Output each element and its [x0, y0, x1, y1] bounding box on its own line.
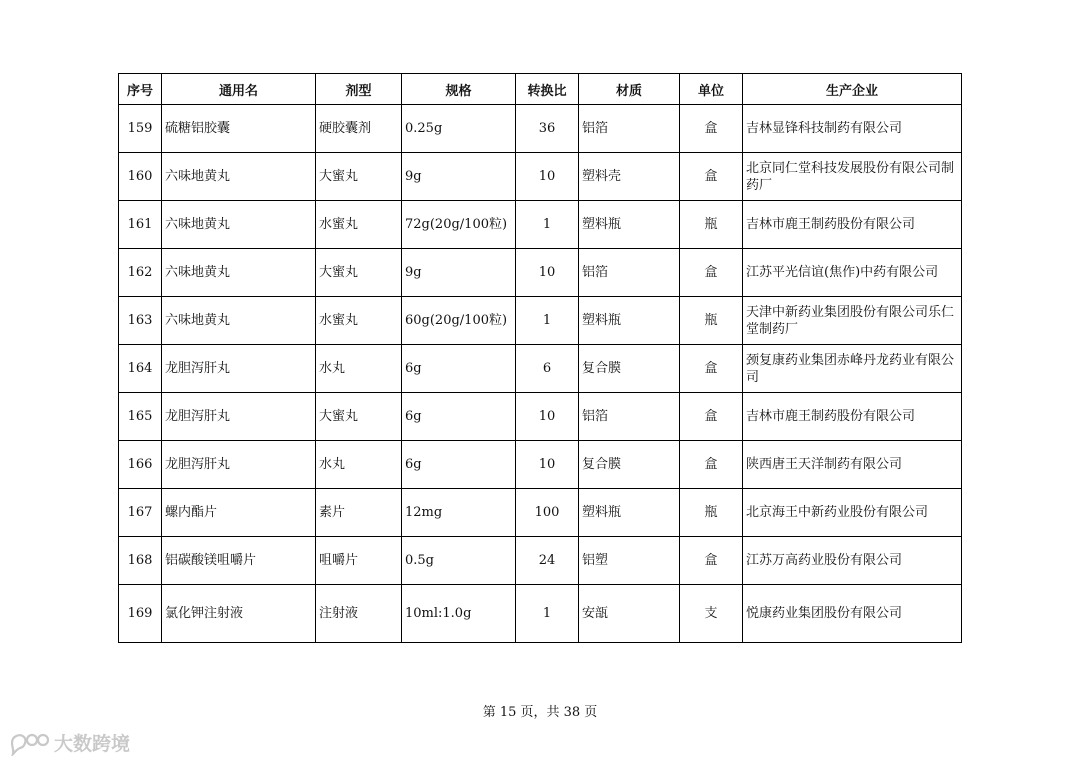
row-index-cell: 169: [119, 585, 162, 643]
header-material: 材质: [579, 74, 680, 105]
table-row: [119, 105, 962, 153]
generic-name-cell: 龙胆泻肝丸: [162, 345, 316, 393]
table-row: [119, 441, 962, 489]
row-index-cell: 162: [119, 249, 162, 297]
conversion-ratio-cell: 6: [516, 345, 579, 393]
header-index: 序号: [119, 74, 162, 105]
dosage-form-cell: 水丸: [316, 441, 402, 489]
generic-name-cell: 龙胆泻肝丸: [162, 441, 316, 489]
unit-cell: 瓶: [680, 297, 743, 345]
manufacturer-cell: 吉林市鹿王制药股份有限公司: [743, 393, 962, 441]
conversion-ratio-cell: 1: [516, 585, 579, 643]
manufacturer-cell: 吉林显锋科技制药有限公司: [743, 105, 962, 153]
specification-cell: 0.25g: [402, 105, 516, 153]
specification-cell: 6g: [402, 345, 516, 393]
dosage-form-cell: 硬胶囊剂: [316, 105, 402, 153]
conversion-ratio-cell: 10: [516, 249, 579, 297]
conversion-ratio-cell: 100: [516, 489, 579, 537]
conversion-ratio-cell: 36: [516, 105, 579, 153]
material-cell: 铝箔: [579, 393, 680, 441]
specification-cell: 9g: [402, 153, 516, 201]
conversion-ratio-cell: 1: [516, 297, 579, 345]
generic-name-cell: 氯化钾注射液: [162, 585, 316, 643]
generic-name-cell: 硫糖铝胶囊: [162, 105, 316, 153]
dosage-form-cell: 大蜜丸: [316, 393, 402, 441]
generic-name-cell: 螺内酯片: [162, 489, 316, 537]
chat-bubbles-logo-icon: [8, 730, 50, 756]
header-unit: 单位: [680, 74, 743, 105]
row-index-cell: 167: [119, 489, 162, 537]
unit-cell: 瓶: [680, 489, 743, 537]
unit-cell: 盒: [680, 249, 743, 297]
material-cell: 塑料瓶: [579, 489, 680, 537]
row-index-cell: 168: [119, 537, 162, 585]
table-row: [119, 393, 962, 441]
unit-cell: 盒: [680, 393, 743, 441]
row-index-cell: 165: [119, 393, 162, 441]
unit-cell: 瓶: [680, 201, 743, 249]
dosage-form-cell: 水蜜丸: [316, 201, 402, 249]
generic-name-cell: 六味地黄丸: [162, 297, 316, 345]
table-row: [119, 153, 962, 201]
material-cell: 塑料瓶: [579, 297, 680, 345]
unit-cell: 盒: [680, 441, 743, 489]
row-index-cell: 163: [119, 297, 162, 345]
row-index-cell: 164: [119, 345, 162, 393]
dosage-form-cell: 注射液: [316, 585, 402, 643]
manufacturer-cell: 天津中新药业集团股份有限公司乐仁堂制药厂: [743, 297, 962, 345]
table-row: [119, 297, 962, 345]
generic-name-cell: 六味地黄丸: [162, 153, 316, 201]
unit-cell: 盒: [680, 345, 743, 393]
generic-name-cell: 龙胆泻肝丸: [162, 393, 316, 441]
generic-name-cell: 铝碳酸镁咀嚼片: [162, 537, 316, 585]
dosage-form-cell: 大蜜丸: [316, 249, 402, 297]
watermark-text: 大数跨境: [54, 733, 131, 755]
material-cell: 安瓿: [579, 585, 680, 643]
manufacturer-cell: 陕西唐王天洋制药有限公司: [743, 441, 962, 489]
specification-cell: 12mg: [402, 489, 516, 537]
material-cell: 复合膜: [579, 345, 680, 393]
specification-cell: 6g: [402, 441, 516, 489]
dosage-form-cell: 素片: [316, 489, 402, 537]
manufacturer-cell: 颈复康药业集团赤峰丹龙药业有限公司: [743, 345, 962, 393]
table-row: [119, 249, 962, 297]
generic-name-cell: 六味地黄丸: [162, 249, 316, 297]
page-number: 第 15 页，共 38 页: [482, 705, 598, 720]
unit-cell: 支: [680, 585, 743, 643]
specification-cell: 72g(20g/100粒): [402, 201, 516, 249]
conversion-ratio-cell: 10: [516, 153, 579, 201]
conversion-ratio-cell: 10: [516, 441, 579, 489]
dosage-form-cell: 水丸: [316, 345, 402, 393]
drug-table: [118, 73, 962, 643]
manufacturer-cell: 悦康药业集团股份有限公司: [743, 585, 962, 643]
manufacturer-cell: 北京同仁堂科技发展股份有限公司制药厂: [743, 153, 962, 201]
header-manufacturer: 生产企业: [743, 74, 962, 105]
manufacturer-cell: 江苏平光信谊(焦作)中药有限公司: [743, 249, 962, 297]
material-cell: 塑料壳: [579, 153, 680, 201]
dosage-form-cell: 水蜜丸: [316, 297, 402, 345]
table-header-row: [119, 74, 962, 105]
specification-cell: 0.5g: [402, 537, 516, 585]
unit-cell: 盒: [680, 105, 743, 153]
header-dosage-form: 剂型: [316, 74, 402, 105]
specification-cell: 6g: [402, 393, 516, 441]
header-conversion-ratio: 转换比: [516, 74, 579, 105]
table-row: [119, 201, 962, 249]
unit-cell: 盒: [680, 537, 743, 585]
specification-cell: 60g(20g/100粒): [402, 297, 516, 345]
dosage-form-cell: 大蜜丸: [316, 153, 402, 201]
table-row: [119, 345, 962, 393]
table-row: [119, 489, 962, 537]
material-cell: 塑料瓶: [579, 201, 680, 249]
header-generic-name: 通用名: [162, 74, 316, 105]
unit-cell: 盒: [680, 153, 743, 201]
table-body: [119, 105, 962, 643]
watermark: [8, 729, 130, 756]
material-cell: 铝箔: [579, 249, 680, 297]
header-specification: 规格: [402, 74, 516, 105]
row-index-cell: 160: [119, 153, 162, 201]
row-index-cell: 166: [119, 441, 162, 489]
manufacturer-cell: 吉林市鹿王制药股份有限公司: [743, 201, 962, 249]
specification-cell: 10ml:1.0g: [402, 585, 516, 643]
material-cell: 铝塑: [579, 537, 680, 585]
material-cell: 复合膜: [579, 441, 680, 489]
table-row: [119, 585, 962, 643]
generic-name-cell: 六味地黄丸: [162, 201, 316, 249]
conversion-ratio-cell: 10: [516, 393, 579, 441]
row-index-cell: 159: [119, 105, 162, 153]
manufacturer-cell: 北京海王中新药业股份有限公司: [743, 489, 962, 537]
manufacturer-cell: 江苏万高药业股份有限公司: [743, 537, 962, 585]
material-cell: 铝箔: [579, 105, 680, 153]
conversion-ratio-cell: 1: [516, 201, 579, 249]
dosage-form-cell: 咀嚼片: [316, 537, 402, 585]
row-index-cell: 161: [119, 201, 162, 249]
table-row: [119, 537, 962, 585]
specification-cell: 9g: [402, 249, 516, 297]
conversion-ratio-cell: 24: [516, 537, 579, 585]
